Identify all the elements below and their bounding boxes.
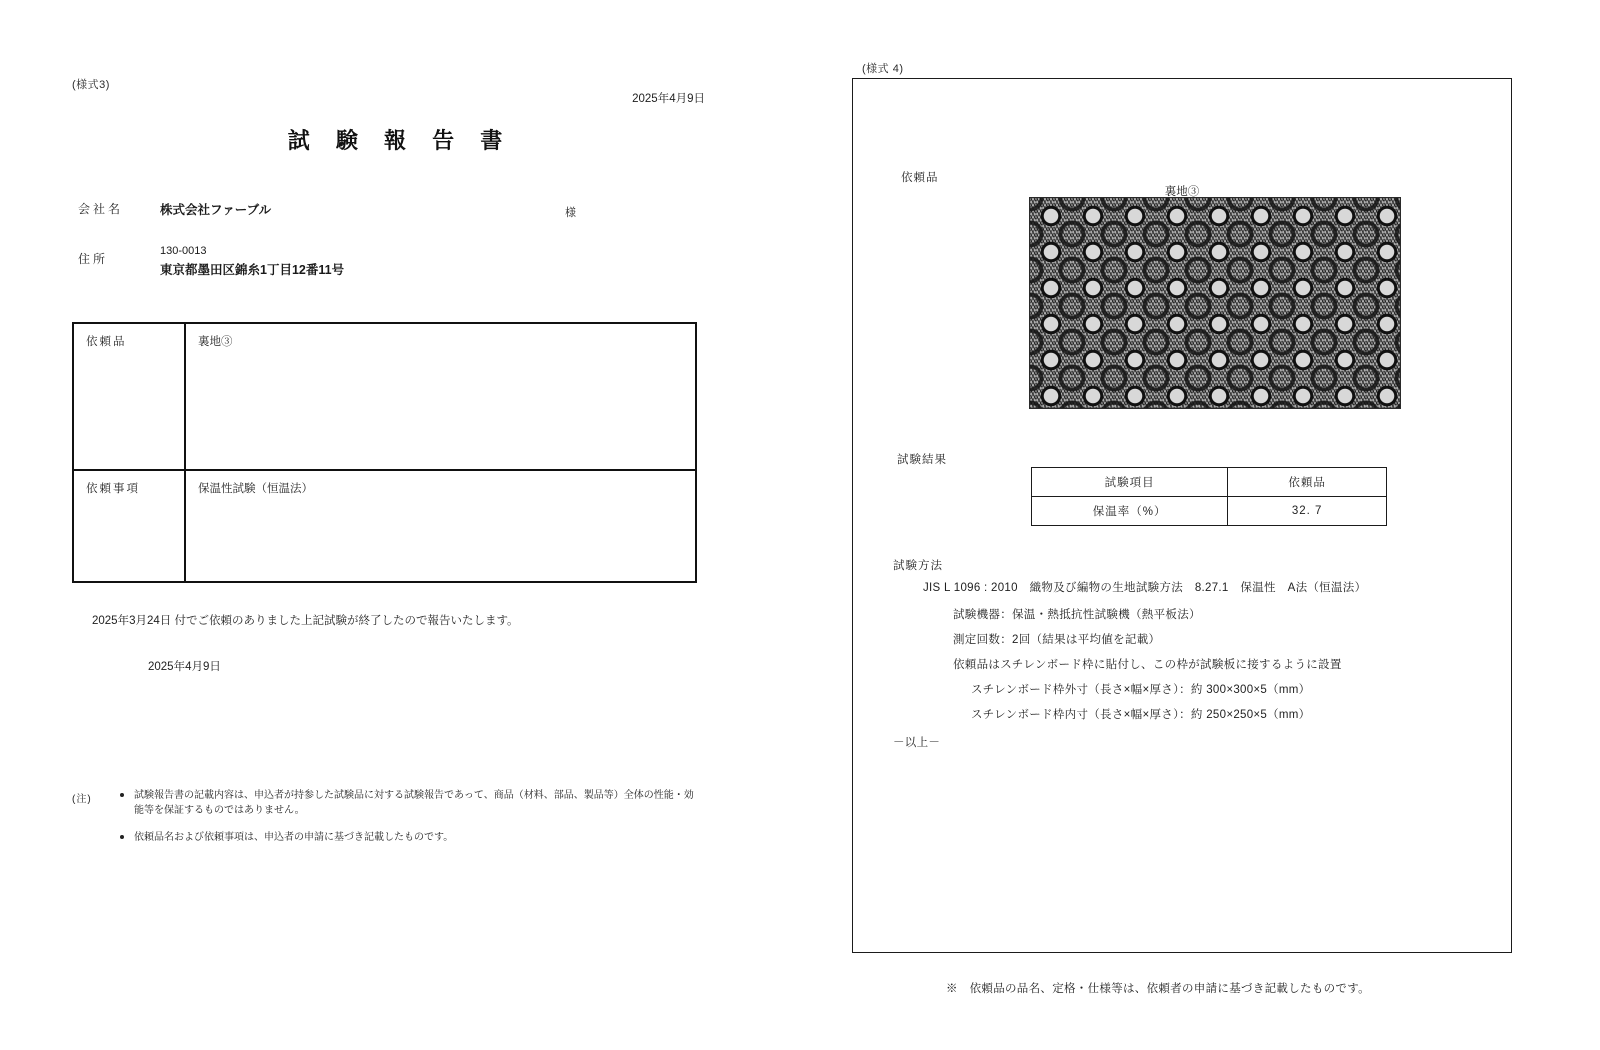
cell-test-value: 32. 7 [1228, 497, 1387, 526]
form-code-right: (様式 4) [862, 63, 904, 75]
table-row [74, 324, 695, 469]
notes-block [72, 788, 702, 857]
note-item: 依頼品名および依頼事項は、申込者の申請に基づき記載したものです。 [120, 830, 702, 845]
hex-mesh-overlay [1030, 198, 1400, 408]
address-label: 住所 [78, 252, 109, 266]
fabric-swatch-image [1029, 197, 1401, 409]
issue-date: 2025年4月9日 [148, 661, 221, 673]
method-line: 依頼品はスチレンボード枠に貼付し、この枠が試験板に接するように設置 [953, 659, 1342, 671]
address-street: 東京都墨田区錦糸1丁目12番11号 [160, 263, 345, 277]
request-info-table [72, 322, 697, 583]
method-section-label: 試験方法 [893, 560, 943, 572]
form-code-left: (様式3) [72, 79, 110, 91]
method-line: JIS L 1096 : 2010 織物及び編物の生地試験方法 8.27.1 保温性 A法（恒温法） [923, 582, 1367, 594]
report-date-header: 2025年4月9日 [632, 93, 705, 105]
column-header-sample: 依頼品 [1228, 468, 1387, 497]
footnote: ※ 依頼品の品名、定格・仕様等は、依頼者の申請に基づき記載したものです。 [946, 983, 1370, 995]
result-section-label: 試験結果 [897, 454, 947, 466]
company-name-label: 会社名 [78, 202, 124, 216]
company-name-value: 株式会社ファーブル [160, 203, 272, 217]
completion-statement: 2025年3月24日 付でご依頼のありました上記試験が終了したので報告いたします。 [92, 615, 519, 627]
table-row [74, 469, 695, 581]
sample-section-label: 依頼品 [901, 172, 939, 184]
test-result-table [1031, 467, 1387, 526]
page-title: 試 験 報 告 書 [287, 128, 513, 153]
notes-header: (注) [72, 794, 92, 805]
method-line: スチレンボード枠外寸（長さ×幅×厚さ）：約 300×300×5（mm） [971, 684, 1311, 696]
row-header-request: 依頼事項 [74, 471, 186, 581]
row-value-request: 保温性試験（恒温法） [198, 483, 313, 495]
row-value-sample: 裏地③ [198, 336, 233, 348]
note-item: 試験報告書の記載内容は、申込者が持参した試験品に対する試験報告であって、商品（材料、部品、製品等）全体の性能・効能等を保証するものではありません。 [120, 788, 702, 818]
row-header-sample: 依頼品 [74, 324, 186, 469]
method-line: スチレンボード枠内寸（長さ×幅×厚さ）：約 250×250×5（mm） [971, 709, 1311, 721]
method-line: 試験機器：保温・熱抵抗性試験機（熱平板法） [953, 609, 1201, 621]
swatch-caption: 裏地③ [1164, 186, 1200, 198]
address-postal-code: 130-0013 [160, 245, 207, 257]
page-border-frame [852, 78, 1512, 953]
table-row [1032, 497, 1387, 526]
table-header-row [1032, 468, 1387, 497]
company-honorific: 様 [565, 207, 576, 219]
column-header-item: 試験項目 [1032, 468, 1228, 497]
method-end-marker: －以上－ [893, 737, 941, 749]
cell-test-item: 保温率（%） [1032, 497, 1228, 526]
report-page-right [820, 0, 1600, 1050]
method-line: 測定回数：2回（結果は平均値を記載） [953, 634, 1161, 646]
